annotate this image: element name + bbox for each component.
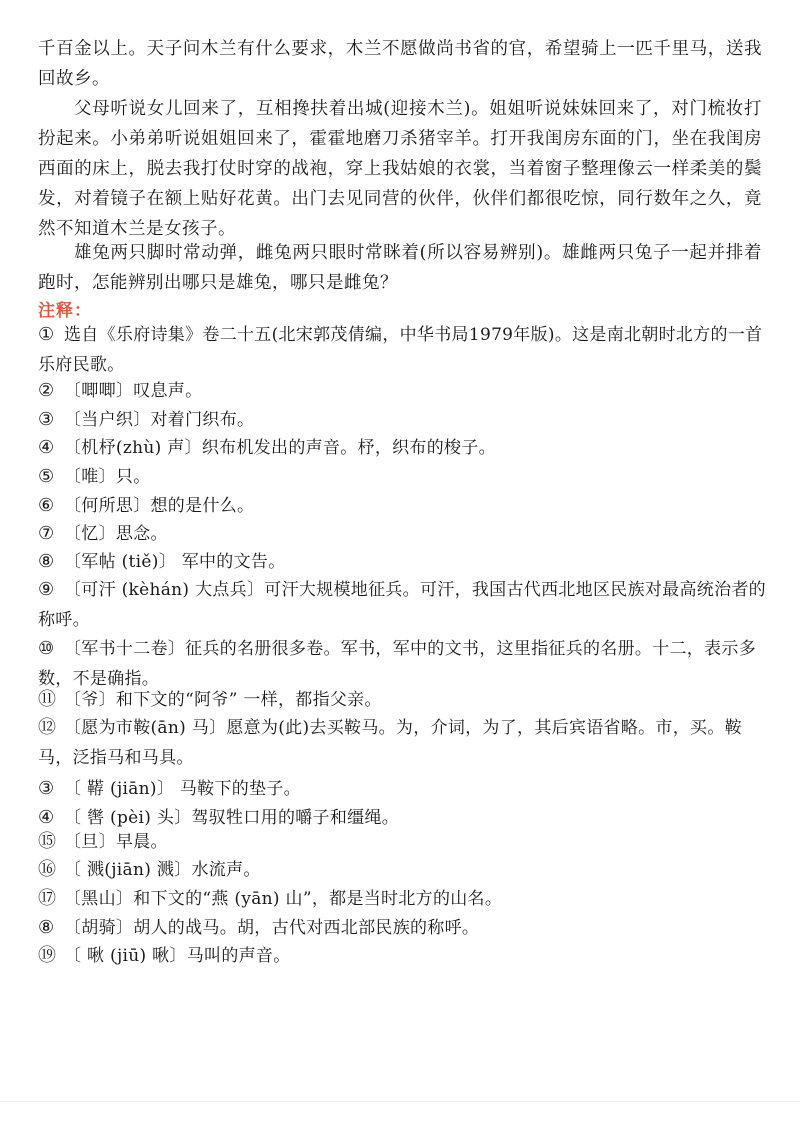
- note-item: [38, 547, 768, 577]
- note-number: ⑥: [38, 495, 55, 516]
- note-number: ⑧: [38, 551, 55, 572]
- note-number: ④: [38, 437, 55, 458]
- note-item: [38, 433, 768, 463]
- note-item: [38, 827, 768, 857]
- note-item: [38, 575, 768, 635]
- note-number: ⑪: [38, 689, 57, 710]
- note-text: 〔 啾 (jiū) 啾〕马叫的声音。: [64, 946, 291, 966]
- note-text: 〔忆〕思念。: [64, 524, 168, 544]
- note-item: [38, 774, 768, 804]
- note-text: 〔 溅(jiān) 溅〕水流声。: [64, 860, 261, 880]
- note-text: 〔唧唧〕叹息声。: [64, 381, 203, 401]
- note-item: [38, 491, 768, 521]
- note-item: [38, 941, 768, 971]
- note-number: ⑫: [38, 717, 57, 738]
- note-text: 〔军书十二卷〕征兵的名册很多卷。军书，军中的文书，这里指征兵的名册。十二，表示多数，不是确指。: [38, 639, 756, 689]
- note-number: ⑰: [38, 888, 57, 909]
- note-item: [38, 462, 768, 492]
- note-number: ③: [38, 409, 55, 430]
- note-item: [38, 713, 768, 773]
- note-text: 〔旦〕早晨。: [64, 832, 168, 852]
- translation-paragraph-2: 父母听说女儿回来了，互相搀扶着出城(迎接木兰)。姐姐听说妹妹回来了，对门梳妆打扮起来。小弟弟听说姐姐回来了，霍霍地磨刀杀猪宰羊。打开我闺房东面的门，坐在我闺房西面的床上，脱去我打仗时穿的战袍，穿上我姑娘的衣裳，当着窗子整理像云一样柔美的鬓发，对着镜子在额上贴好花黄。出门去见同营的伙伴，伙伴们都很吃惊，同行数年之久，竟然不知道木兰是女孩子。: [38, 99, 762, 239]
- note-number: ②: [38, 380, 55, 401]
- note-number: ④: [38, 807, 55, 828]
- note-text: 〔军帖 (tiě)〕 军中的文告。: [64, 552, 286, 572]
- note-number: ⑩: [38, 638, 55, 659]
- note-item: [38, 913, 768, 943]
- note-item: [38, 320, 768, 380]
- note-text: 〔 鞯 (jiān)〕 马鞍下的垫子。: [64, 779, 301, 799]
- note-text: 〔当户织〕对着门织布。: [64, 410, 255, 430]
- note-text: 〔可汗 (kèhán) 大点兵〕可汗大规模地征兵。可汗，我国古代西北地区民族对最高统治者的称呼。: [38, 580, 766, 630]
- note-number: ⑦: [38, 523, 55, 544]
- note-text: 〔 辔 (pèi) 头〕驾驭牲口用的嚼子和缰绳。: [64, 808, 400, 828]
- page-bottom-divider: [0, 1101, 800, 1102]
- note-number: ⑧: [38, 917, 55, 938]
- note-item: [38, 685, 768, 715]
- note-item: [38, 405, 768, 435]
- note-text: 〔何所思〕想的是什么。: [64, 496, 255, 516]
- note-item: [38, 855, 768, 885]
- notes-heading: 注释：: [38, 301, 92, 321]
- note-item: [38, 519, 768, 549]
- note-text: 〔愿为市鞍(ān) 马〕愿意为(此)去买鞍马。为，介词，为了，其后宾语省略。市，买。鞍马，泛指马和马具。: [38, 718, 742, 768]
- note-number: ③: [38, 778, 55, 799]
- note-text: 选自《乐府诗集》卷二十五(北宋郭茂倩编，中华书局1979年版)。这是南北朝时北方的一首乐府民歌。: [38, 325, 763, 375]
- note-text: 〔爷〕和下文的“阿爷” 一样，都指父亲。: [64, 690, 382, 710]
- translation-paragraph-1: 千百金以上。天子问木兰有什么要求，木兰不愿做尚书省的官，希望骑上一匹千里马，送我回故乡。: [38, 39, 762, 89]
- translation-paragraph-3: 雄兔两只脚时常动弹，雌兔两只眼时常眯着(所以容易辨别)。雄雌两只兔子一起并排着跑时，怎能辨别出哪只是雄兔，哪只是雌兔？: [38, 243, 762, 293]
- note-number: ⑲: [38, 945, 57, 966]
- note-text: 〔唯〕只。: [64, 467, 151, 487]
- note-text: 〔胡骑〕胡人的战马。胡，古代对西北部民族的称呼。: [64, 918, 480, 938]
- note-number: ⑯: [38, 859, 57, 880]
- note-text: 〔机杼(zhù) 声〕织布机发出的声音。杼，织布的梭子。: [64, 438, 496, 458]
- note-item: [38, 884, 768, 914]
- note-number: ①: [38, 324, 55, 345]
- note-item: [38, 376, 768, 406]
- note-number: ⑤: [38, 466, 55, 487]
- note-number: ⑨: [38, 579, 55, 600]
- note-text: 〔黑山〕和下文的“燕 (yān) 山”，都是当时北方的山名。: [64, 889, 503, 909]
- note-number: ⑮: [38, 831, 57, 852]
